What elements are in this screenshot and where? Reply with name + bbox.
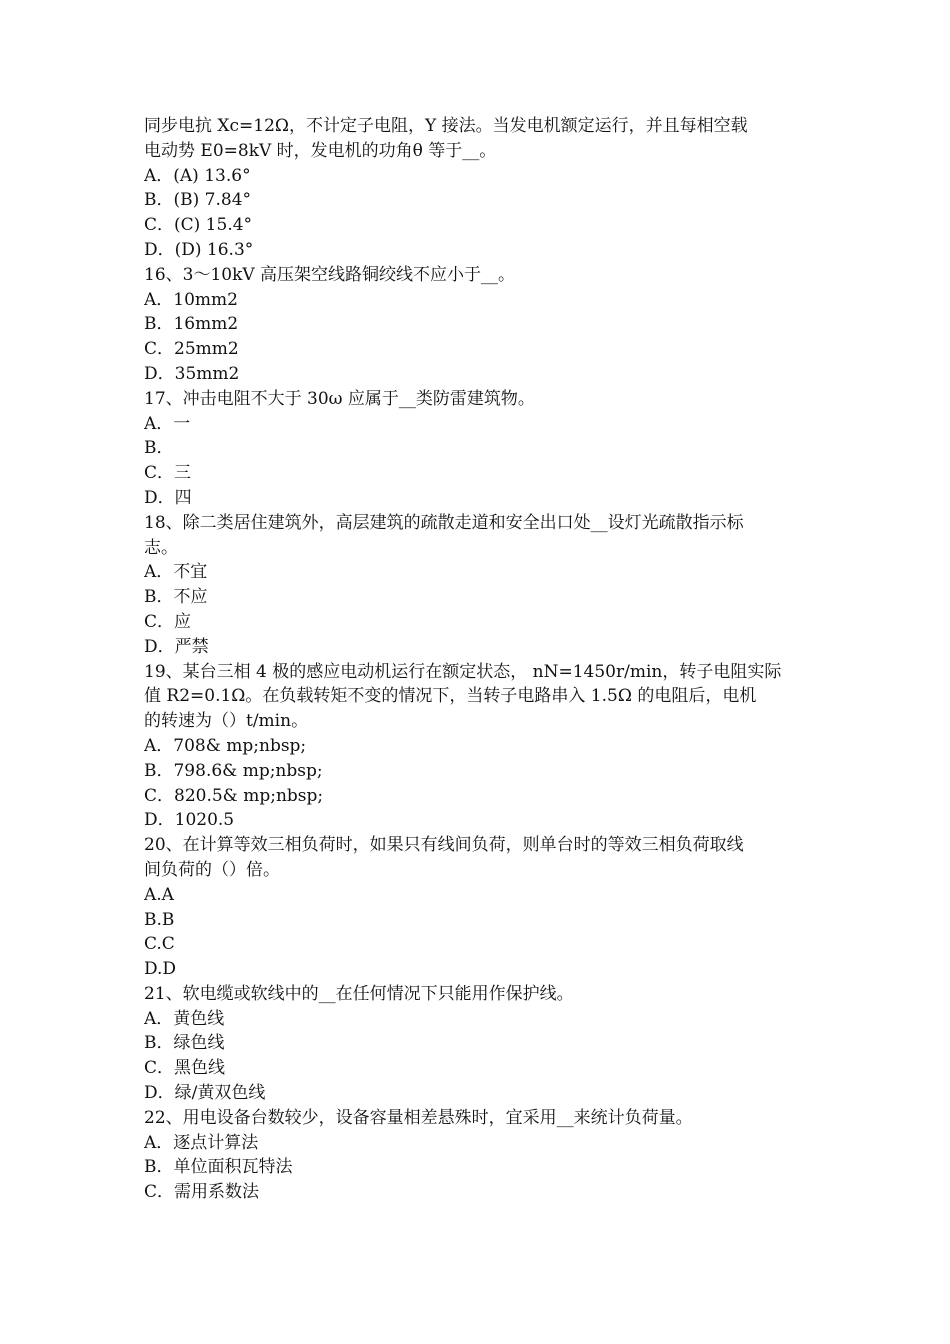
option-line: A.A [144,884,174,905]
option-line: A．不宜 [144,562,208,583]
question-line: 17、冲击电阻不大于 30ω 应属于__类防雷建筑物。 [144,388,535,409]
text-line: 电动势 E0=8kV 时，发电机的功角θ 等于__。 [144,140,497,161]
option-line: C．黑色线 [144,1058,226,1079]
option-line: C．820.5& mp;nbsp; [144,785,324,806]
option-line: D．(D) 16.3° [144,239,254,260]
question-line: 间负荷的（）倍。 [144,859,280,880]
question-line: 16、3～10kV 高压架空线路铜绞线不应小于__。 [144,264,516,285]
text-line: 同步电抗 Xc=12Ω，不计定子电阻，Y 接法。当发电机额定运行，并且每相空载 [144,116,748,136]
option-line: D．四 [144,487,192,508]
question-line: 21、软电缆或软线中的__在任何情况下只能用作保护线。 [144,983,574,1004]
option-line: A．一 [144,413,191,434]
option-line: A．708& mp;nbsp; [144,735,307,756]
option-line: A．(A) 13.6° [144,165,251,186]
option-line: B．(B) 7.84° [144,190,252,211]
question-line: 19、某台三相 4 极的感应电动机运行在额定状态， nN=1450r/min，转子电阻实际 [144,661,782,682]
option-line: B．不应 [144,587,208,608]
question-line: 值 R2=0.1Ω。在负载转矩不变的情况下，当转子电路串入 1.5Ω 的电阻后，电机 [144,686,757,707]
question-line: 志。 [144,537,178,558]
option-line: D．35mm2 [144,363,240,384]
option-line: D．绿/黄双色线 [144,1083,266,1104]
option-line: B．绿色线 [144,1033,225,1054]
option-line: B．16mm2 [144,314,239,335]
question-line: 20、在计算等效三相负荷时，如果只有线间负荷，则单台时的等效三相负荷取线 [144,835,744,856]
option-line: B． [144,438,174,459]
option-line: A．黄色线 [144,1008,225,1029]
option-line: B.B [144,909,175,930]
option-line: C．需用系数法 [144,1182,260,1203]
question-line: 22、用电设备台数较少，设备容量相差悬殊时，宜采用__来统计负荷量。 [144,1107,693,1128]
document-page [144,114,808,1205]
option-line: B．798.6& mp;nbsp; [144,760,323,781]
question-line: 18、除二类居住建筑外，高层建筑的疏散走道和安全出口处__设灯光疏散指示标 [144,512,744,533]
option-line: A．逐点计算法 [144,1132,259,1153]
option-line: D.D [144,959,177,980]
option-line: C．应 [144,611,192,632]
option-line: C．(C) 15.4° [144,215,253,236]
option-line: A．10mm2 [144,289,238,310]
option-line: D．1020.5 [144,810,235,831]
option-line: C．25mm2 [144,339,239,360]
option-line: B．单位面积瓦特法 [144,1157,293,1178]
option-line: C.C [144,934,175,955]
option-line: D．严禁 [144,636,209,657]
option-line: C．三 [144,463,192,484]
question-line: 的转速为（）t/min。 [144,711,309,732]
